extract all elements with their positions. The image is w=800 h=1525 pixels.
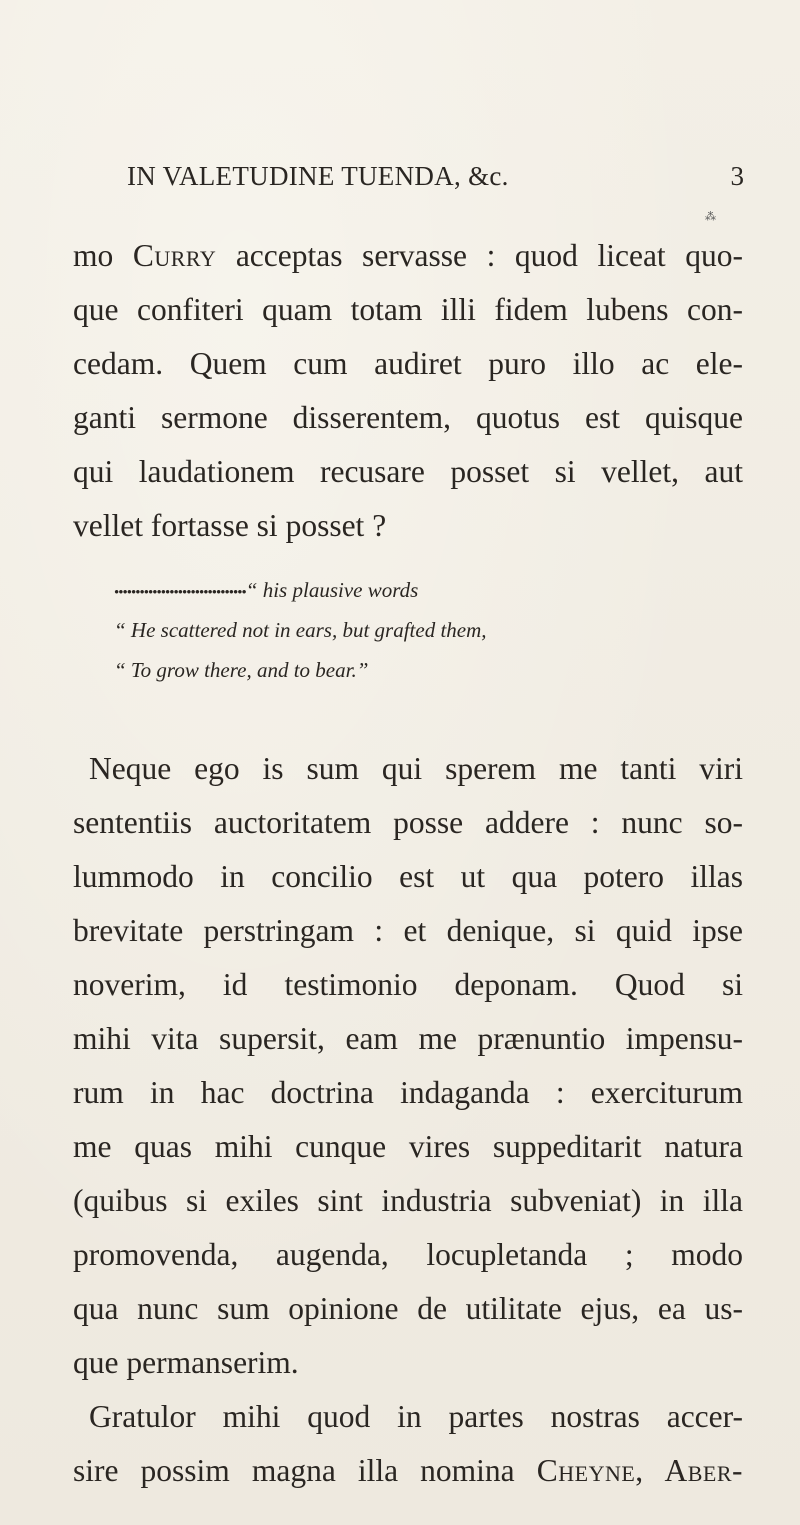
text-line: qui laudationem recusare posset si vellet, aut	[73, 454, 743, 489]
text-line: (quibus si exiles sint industria subveniat) in illa	[73, 1183, 743, 1218]
text-line: que confiteri quam totam illi fidem lubens con-	[73, 292, 743, 327]
quote-line-3: “ To grow there, and to bear.”	[114, 658, 369, 682]
text-line: sire possim magna illa nomina Cheyne, Aber-	[73, 1453, 744, 1488]
page-header	[127, 161, 744, 201]
running-head: IN VALETUDINE TUENDA, &c.	[127, 161, 509, 191]
text-line: promovenda, augenda, locupletanda ; modo	[73, 1237, 743, 1272]
text-line: que permanserim.	[73, 1345, 299, 1380]
page-number: 3	[730, 161, 744, 191]
text-line: cedam. Quem cum audiret puro illo ac ele-	[73, 346, 743, 381]
text-line: mo Curry acceptas servasse : quod liceat quo-	[73, 238, 743, 273]
name-curry: Curry	[132, 238, 217, 273]
text-line: brevitate perstringam : et denique, si quid ipse	[73, 913, 743, 948]
text-line: mihi vita supersit, eam me prænuntio impensu-	[73, 1021, 743, 1056]
text-line: Gratulor mihi quod in partes nostras accer-	[89, 1399, 743, 1434]
quote-line-1: •••••••••••••••••••••••••••••••“ his plausive words	[114, 578, 419, 602]
text-line: Neque ego is sum qui sperem me tanti viri	[89, 751, 743, 786]
text-line: qua nunc sum opinione de utilitate ejus, ea us-	[73, 1291, 743, 1326]
quote-line-2: “ He scattered not in ears, but grafted them,	[114, 618, 487, 642]
text-line: sententiis auctoritatem posse addere : nunc so-	[73, 805, 743, 840]
signature-mark: ⁂	[705, 211, 716, 223]
text-line: vellet fortasse si posset ?	[73, 508, 387, 543]
text-line: ganti sermone disserentem, quotus est quisque	[73, 400, 743, 435]
text-line: me quas mihi cunque vires suppeditarit natura	[73, 1129, 743, 1164]
ellipsis-dots: •••••••••••••••••••••••••••••••	[114, 585, 246, 601]
names-cheyne-aber: Cheyne, Aber-	[536, 1453, 744, 1488]
text-line: noverim, id testimonio deponam. Quod si	[73, 967, 743, 1002]
text-line: lummodo in concilio est ut qua potero illas	[73, 859, 743, 894]
text-line: rum in hac doctrina indaganda : exerciturum	[73, 1075, 743, 1110]
